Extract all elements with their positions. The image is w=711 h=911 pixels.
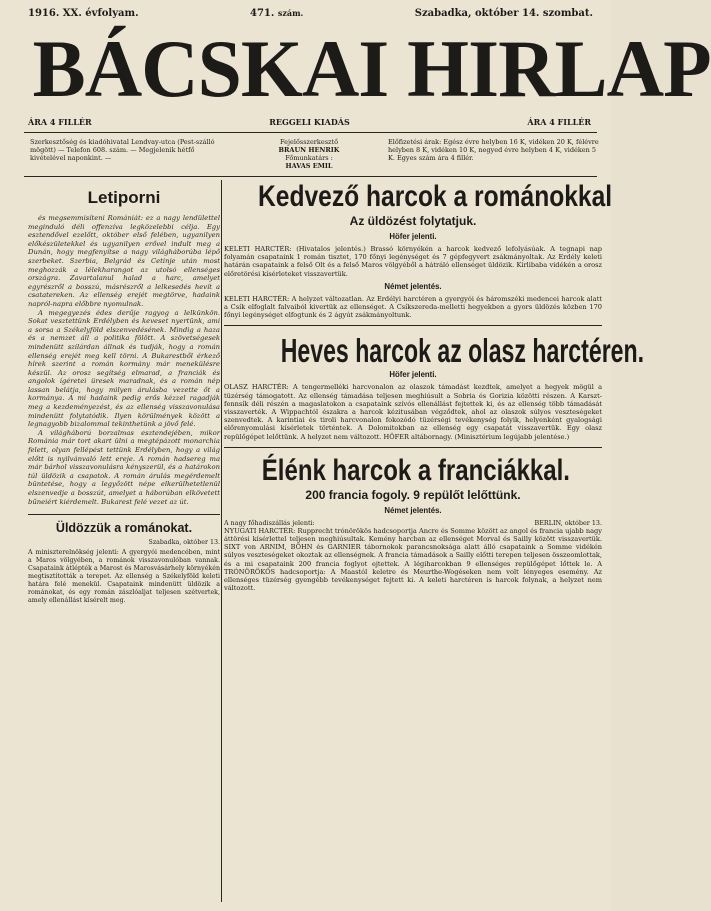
rule-before-italian [224, 325, 602, 326]
french-dateline [224, 519, 602, 527]
headline-italian-front: Heves harcok az olasz harctéren. [280, 332, 645, 370]
left-headline: Letiporni [87, 188, 161, 207]
headline-romanian-front: Kedvező harcok a románokkal [258, 180, 613, 213]
issue-number [250, 8, 303, 22]
german-eastern-report: KELETI HARCTÉR: A helyzet változatlan. Az Erdélyi harctéren a gyergyói és háromszéki medencei harcok alatt a Csík elfoglalt falvaiból kivertük az ellenséget. A Csíkszereda-melletti hegyekben a gyors üldözés közben 170 főnyi legénységet elfogtunk és 2 ágyút zsákmányoltunk. [224, 294, 602, 320]
left-sub-headline: Üldözzük a románokat. [55, 521, 193, 536]
header-rule-top [24, 132, 597, 133]
coworker-role: Főmunkatárs : [285, 154, 333, 162]
subscription-info: Előfizetési árak: Egész évre helyben 16 K, vidéken 20 K, félévre helyben 8 K, vidéken 10 K, negyed évre helyben 4 K, vidéken 5 K. Egyes szám ára 4 fillér. [388, 138, 599, 162]
byline-german-1: Német jelentés. [384, 281, 442, 291]
headline-french-front: Élénk harcok a franciákkal. [261, 453, 570, 487]
western-front-report: NYUGATI HARCTÉR: Rupprecht trónörökös hadcsoportja Ancre és Somme között az angol és francia ujabb nagy áttörési kísérlettel teljesen meghiúsultak. Kemény harcban az ellenséget Morval és Sailly között visszavertük. SIXT von ARNIM, BÖHN és GARNIER tábornokok parancsnoksága alatt álló csapataink a Somme vidékén súlyos veszteségeket okoztak az ellenségnek. A francia támadások a Sailly előtti terepen teljesen összeomlottak, és a mi csapataink 200 francia foglyot ejtettek. A légiharcokban 9 ellenséges repülőgépet lőttek le. A TRÓNÖRÖKÖS hadcsoportja: A Maastól keletre és Meurthe-Wogéseken nem volt lényeges esemény. Az ellenséges tüzérség gyengébb tevékenységet fejtett ki. A keleti harctéren is harcok folynak, a helyzet nem változott. [224, 526, 602, 593]
coworker-name: HAVAS EMIL [285, 162, 333, 170]
top-info-bar [28, 8, 593, 22]
left-sub-dateline: Szabadka, október 13. [148, 539, 220, 547]
subhead-pursuit: Az üldözést folytatjuk. [349, 214, 477, 228]
left-sub-rule [28, 514, 220, 515]
left-paragraph-3: A világháború borzalmas esztendejében, mikor Románia már tort akart ülni a megtépázott monarchia felett, olyan fellépést tettünk Erdélyben, hogy a világ előtt is nyilvánvaló lett ereje. A román hadsereg ma már bárhol visszavonulásra kényszerül, és a határokon túl üldözik a csapatok. A román árulás megérdemelt büntetése, hogy a legyőzött népe elkerülhetetlenül elszenvedje a bosszút, amelyet a háborúban elkövetett bűneiért kiérdemelt. Bukarest felé vezet az út. [28, 428, 220, 506]
header-rule-bottom [24, 176, 597, 177]
masthead-title: BÁCSKAI HIRLAP [32, 23, 711, 114]
edition-label: REGGELI KIADÁS [269, 117, 350, 127]
left-sub-body: A miniszterelnökség jelenti: A gyergyói medencében, mint a Maros völgyében, a románok visszavonulóban vannak. Csapataink átlépték a Marost és Marosvásárhely környékén megtisztították a terepet. Az ellenség a Székelyföld keleti határa felé menekül. Csapataink mindenütt üldözik a románokat, és egy román zászlóaljat teljesen szétvertek, amely ellenállást kísérelt meg. [28, 549, 220, 605]
editor-info [244, 138, 374, 172]
rule-before-french [224, 447, 602, 448]
subhead-prisoners: 200 francia fogoly. 9 repülőt lelőttünk. [305, 487, 521, 502]
left-paragraph-2: A megegyezés édes derűje ragyog a lelkünkön. Sokat vesztettünk Erdélyben és keveset nyertünk, ami a sorsa a Székelyföld elszenvedésének. Mindig a haza és a nemzet áll a politika fölött. A szövetségesek mindenütt szilárdan állnak és tudják, hogy a román ellenség erejét meg kell törni. A Bukarestből érkező hírek szerint a román kormány már menekülésre készül. Az orosz segítség elmarad, a franciák és angolok ígéretei üresek maradnak, és a román nép lassan belátja, hogy milyen árulásba vezette őt a kormánya. A mi hadaink pedig erős kézzel ragadják meg a kezdeményezést, és az ellenség visszavonulása mindenütt folytatódik. Ilyen körülmények között a legnagyobb bizalommal tekinthetünk a jövő felé. [28, 308, 220, 429]
left-column [28, 180, 220, 902]
issue-number-value: 471. [250, 8, 275, 19]
price-right: ÁRA 4 FILLÉR [527, 117, 591, 127]
dateline-place: BERLIN, október 13. [534, 518, 602, 527]
right-column [224, 180, 645, 902]
dateline-source: A nagy főhadiszállás jelenti: [224, 518, 315, 527]
volume-label: 1916. XX. évfolyam. [28, 8, 139, 19]
date-label: Szabadka, október 14. szombat. [414, 8, 593, 19]
editorial-office-info: Szerkesztőség és kiadóhivatal Lendvay-utca (Pest-szálló mögött) — Telefon 608. szám. — Megjelenik hétfő kivételével naponkint. — [30, 138, 215, 162]
byline-hofer-2: Höfer jelenti. [389, 370, 437, 380]
byline-german-2: Német jelentés. [384, 505, 442, 515]
issue-unit: szám. [277, 8, 304, 18]
eastern-front-report: KELETI HARCTÉR: (Hivatalos jelentés.) Brassó környékén a harcok kedvező lefolyásúak. A tegnapi nap folyamán csapataink 1 román tisztet, 170 főnyi legénységet és 7 gépfegyvert zsákmányoltak. Az Erdély keleti határán csapataink a felső Olt és a felső Maros völgyéből a hátráló ellenséget üldözik. Kirlibaba vidékén a orosz előretörési kísérleteket visszavertük. [224, 245, 602, 278]
editor-name: BRAUN HENRIK [278, 146, 340, 154]
italian-front-report: OLASZ HARCTÉR: A tengermelléki harcvonalon az olaszok támadást kezdtek, amelyet a hegyek mögül a tüzérség támogatott. Az ellenség támadása teljesen meghiúsult a Sobria és Gorizia közötti részen. A Karszt-fennsík déli részén a magaslatokon a csapataink szívós ellenállást fejtettek ki, és az ellenség több támadását visszaverték. A Wippachtól északra a harcok kézitusában végződtek, ahol az olaszok súlyos veszteségeket szenvedtek. A karintiai és tiroli harcvonalon fokozódó tüzérségi tevékenység folyik, helyenként gyalogsági előrenyomulási kísérletek történtek. A Dolomitokban az ellenség egy csapatát visszavertük. Egy olasz repülőgépet lelőttünk. A helyzet nem változott. HÖFER altábornagy. (Minisztérium legújabb jelentése.) [224, 383, 602, 441]
column-divider [221, 180, 222, 902]
price-left: ÁRA 4 FILLÉR [28, 117, 92, 127]
byline-hofer-1: Höfer jelenti. [389, 232, 437, 241]
left-paragraph-1: és megsemmisíteni Romániát: ez a nagy lendülettel meginduló déli offenzíva legközelebbi célja. Egy esztendővel ezelőtt, október első felében, ugyanilyen előkészületekkel és ugyanilyen erővel indult meg a Dunán, hogy megfenyítse a nagy világháborúba lépő szerbeket. Szerbia, Belgrád és Cetinje után most meghozzák a lélekharangot az utolsó ellenséges országra. Zavartalanul halad a harc, amelyet egyrészről a bosszú, másrészről a lelkesedés hevít a csatatereken. Az ellenség erejét megtörve, hadaink napról-napra előbbre nyomulnak. [28, 214, 220, 308]
subheader-row [28, 117, 591, 129]
editor-role: Fejelősszerkesztő [280, 138, 338, 146]
